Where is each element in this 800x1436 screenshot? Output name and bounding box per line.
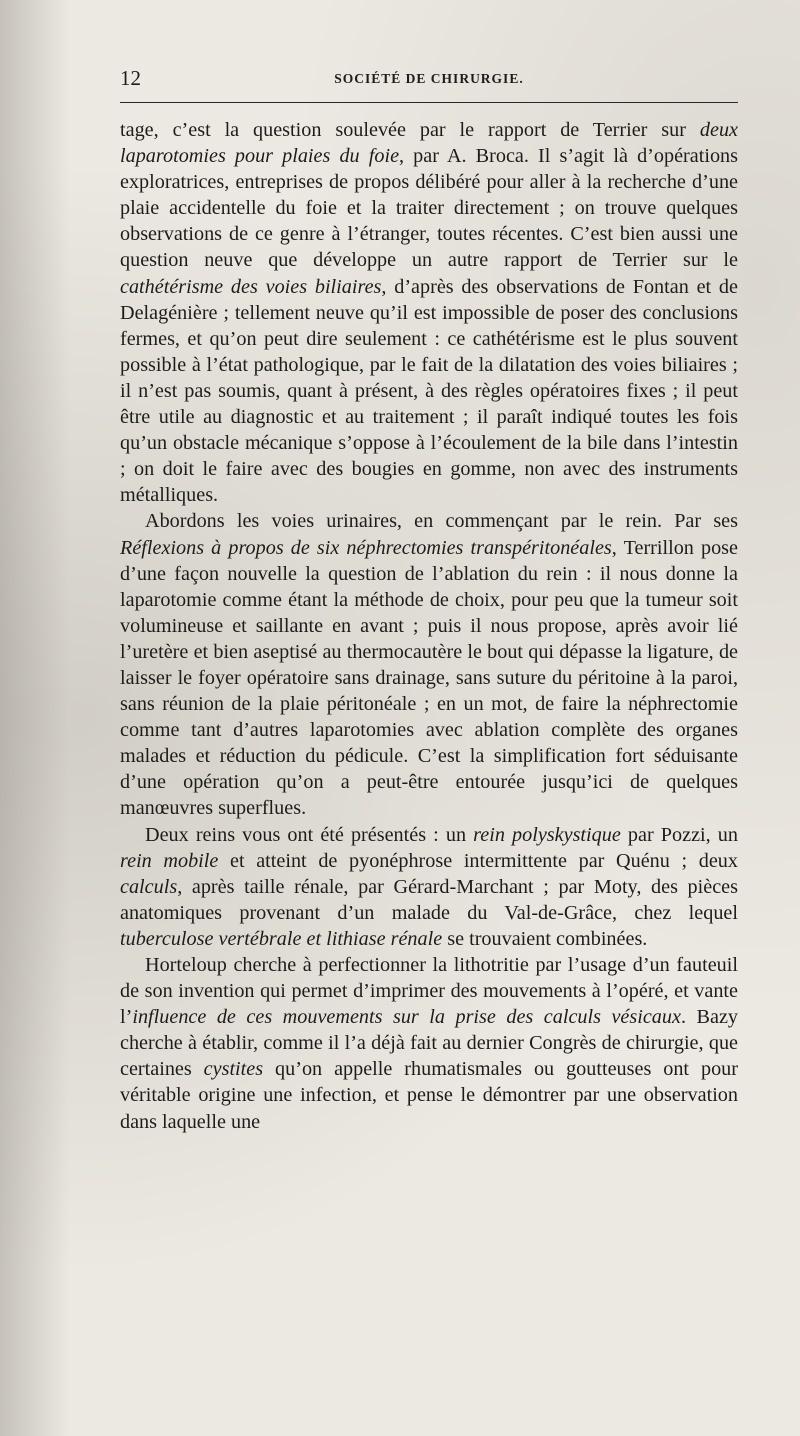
italic-phrase: tuberculose vertébrale et lithiase rénale (120, 927, 443, 950)
page-edge-shadow (0, 0, 70, 1436)
paragraph (120, 822, 738, 952)
text-run: , Terrillon pose d’une façon nouvelle la question de l’ablation du rein : il nous donne la laparotomie comme étant la méthode de choix, pour peu que la tumeur soit volumineuse et saillante en avant ; puis il nous propose, après avoir lié l’uretère et bien aseptisé au thermocautère le bout qui dépasse la ligature, de laisser le foyer opératoire sans drainage, sans suture du péritoine à la paroi, sans réunion de la plaie péritonéale ; en un mot, de faire la néphrectomie comme tant d’autres laparotomies avec ablation complète des organes malades et réduction du pédicule. C’est la simplification fort séduisante d’une opération qu’on a peut-être entourée jusqu’ici de quelques manœuvres superflues. (120, 536, 738, 820)
text-run: , après taille rénale, par Gérard-Marchant ; par Moty, des pièces anatomiques provenant d’un malade du Val-de-Grâce, chez lequel (120, 875, 738, 924)
body-text (120, 117, 738, 1135)
text-run: , par A. Broca. Il s’agit là d’opérations exploratrices, entreprises de propos délibéré pour aller à la recherche d’une plaie accidentelle du foie et la traiter directement ; on trouve quelques observations de ce genre à l’étranger, toutes récentes. C’est bien aussi une question neuve que développe un autre rapport de Terrier sur le (120, 145, 738, 272)
paragraph (120, 952, 738, 1135)
text-run: Horteloup cherche à perfectionner la lithotritie par l’usage d’un fauteuil de son invention qui permet d’imprimer des mouvements à l’opéré, et vante l’ (120, 954, 738, 1029)
italic-phrase: deux laparotomies pour plaies du foie (120, 119, 738, 168)
italic-phrase: cystites (203, 1058, 264, 1081)
text-run: Abordons les voies urinaires, en commençant par le rein. Par ses (145, 510, 738, 533)
text-run: tage, c’est la question soulevée par le rapport de Terrier sur (120, 119, 700, 141)
running-title: SOCIÉTÉ DE CHIRURGIE. (334, 71, 524, 86)
paragraph (120, 508, 738, 821)
text-run: et atteint de pyonéphrose intermittente par Quénu ; deux (218, 849, 738, 872)
text-run: se trouvaient combinées. (442, 927, 648, 950)
italic-phrase: rein polyskystique (473, 823, 621, 846)
italic-phrase: rein mobile (120, 849, 219, 872)
italic-phrase: Réflexions à propos de six néphrectomies transpéritonéales (120, 536, 612, 559)
text-run: qu’on appelle rhumatismales ou goutteuses ont pour véritable origine une infection, et pense le démontrer par une observation dans laquelle une (120, 1058, 738, 1133)
text-run: Deux reins vous ont été présentés : un (145, 823, 474, 846)
italic-phrase: calculs (120, 875, 178, 898)
text-run: . Bazy cherche à établir, comme il l’a déjà fait au dernier Congrès de chirurgie, que certaines (120, 1006, 738, 1081)
page-number: 12 (120, 66, 141, 90)
text-run: par Pozzi, un (620, 823, 738, 846)
text-run: , d’après des observations de Fontan et de Delagénière ; tellement neuve qu’il est impossible de poser des conclusions fermes, et qu’on peut dire seulement : ce cathétérisme est le plus souvent possible à l’état pathologique, par le fait de la dilatation des voies biliaires ; il n’est pas soumis, quant à présent, à des règles opératoires fixes ; il peut être utile au diagnostic et au traitement ; il paraît indiqué toutes les fois qu’un obstacle mécanique s’oppose à l’écoulement de la bile dans l’intestin ; on doit le faire avec des bougies en gomme, non avec des instruments métalliques. (120, 275, 738, 507)
header-rule (120, 102, 738, 103)
italic-phrase: cathétérisme des voies biliaires (120, 275, 382, 298)
running-head (120, 66, 738, 92)
paragraph (120, 117, 738, 508)
italic-phrase: influence de ces mouvements sur la prise des calculs vésicaux (132, 1006, 681, 1029)
